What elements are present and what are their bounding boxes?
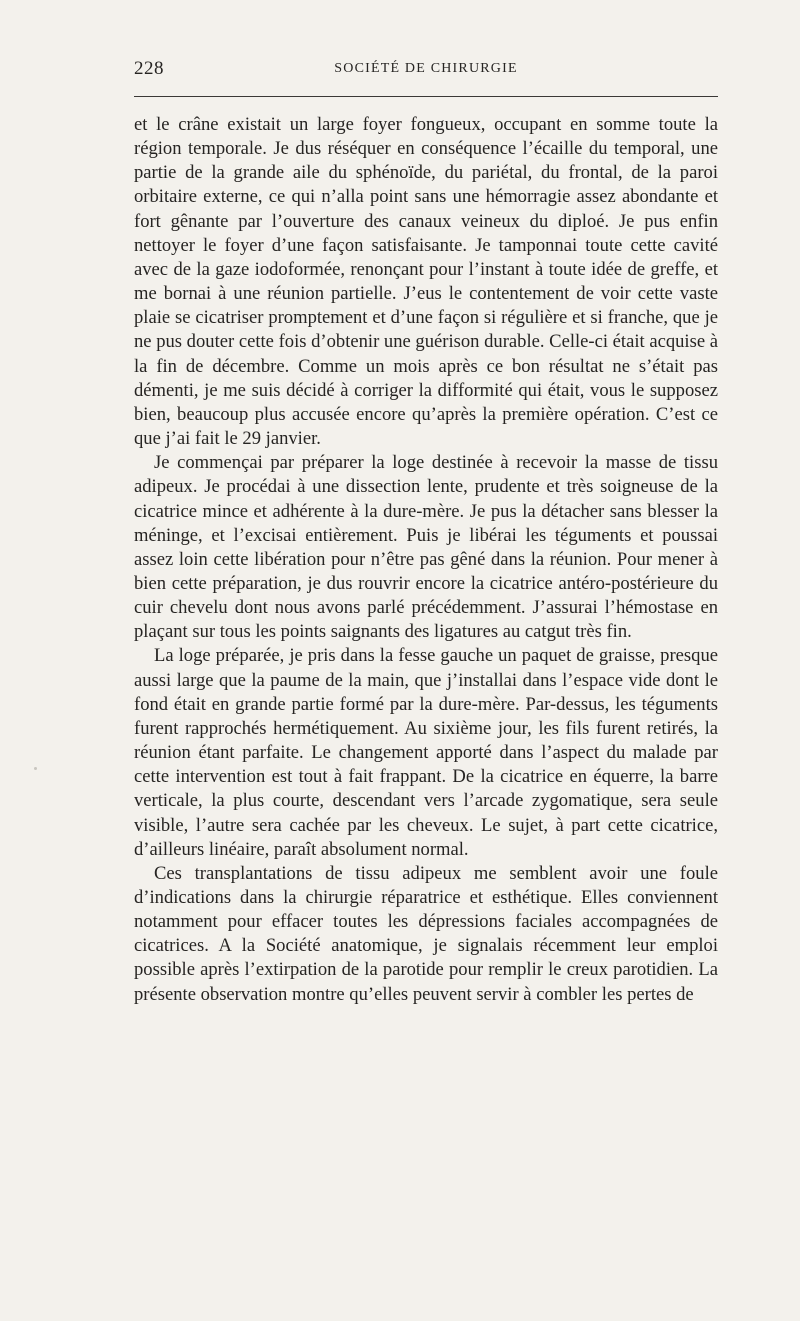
paper-speck	[34, 767, 37, 770]
page-number: 228	[134, 58, 164, 79]
paragraph-4: Ces transplantations de tissu adipeux me semblent avoir une foule d’indications dans la chirurgie réparatrice et esthétique. Elles conviennent notamment pour effacer toutes les dépressions faciales accompagnées de cicatrices. A la Société anatomique, je signalais récemment leur emploi possible après l’extirpation de la parotide pour remplir le creux parotidien. La présente observation montre qu’elles peuvent servir à combler les pertes de	[134, 862, 718, 1005]
header-rule	[134, 96, 718, 97]
paragraph-1: et le crâne existait un large foyer fongueux, occupant en somme toute la région temporale. Je dus réséquer en conséquence l’écaille du temporal, une partie de la grande aile du sphénoïde, du pariétal, du frontal, de la paroi orbitaire externe, ce qui n’alla point sans une hémorragie assez abondante et fort gênante par l’ouverture des canaux veineux du diploé. Je pus enfin nettoyer le foyer d’une façon satisfaisante. Je tamponnai toute cette cavité avec de la gaze iodoformée, renonçant pour l’instant à toute idée de greffe, et me bornai à une réunion partielle. J’eus le contentement de voir cette vaste plaie se cicatriser promptement et d’une façon si régulière et si franche, que je ne pus douter cette fois d’obtenir une guérison durable. Celle-ci était acquise à la fin de décembre. Comme un mois après ce bon résultat ne s’était pas démenti, je me suis décidé à corriger la difformité qui était, vous le supposez bien, beaucoup plus accusée encore qu’après la première opération. C’est ce que j’ai fait le 29 janvier.	[134, 114, 718, 450]
page-header	[134, 58, 718, 84]
paragraph-2: Je commençai par préparer la loge destinée à recevoir la masse de tissu adipeux. Je procédai à une dissection lente, prudente et très soigneuse de la cicatrice mince et adhérente à la dure-mère. Je pus la détacher sans blesser la méninge, et l’excisai entièrement. Puis je libérai les téguments et poussai assez loin cette libération pour n’être pas gêné dans la réunion. Pour mener à bien cette préparation, je dus rouvrir encore la cicatrice antéro-postérieure du cuir chevelu dont nous avons parlé précédemment. J’assurai l’hémostase en plaçant sur tous les points saignants des ligatures au catgut très fin.	[134, 452, 718, 643]
paragraph-3: La loge préparée, je pris dans la fesse gauche un paquet de graisse, presque aussi large que la paume de la main, que j’installai dans l’espace vide dont le fond était en grande partie formé par la dure-mère. Par-dessus, les téguments furent rapprochés hermétiquement. Au sixième jour, les fils furent retirés, la réunion étant parfaite. Le changement apporté dans l’aspect du malade par cette intervention est tout à fait frappant. De la cicatrice en équerre, la barre verticale, la plus courte, descendant vers l’arcade zygomatique, sera seule visible, l’autre sera cachée par les cheveux. Le sujet, à part cette cicatrice, d’ailleurs linéaire, paraît absolument normal.	[134, 645, 718, 860]
running-title: SOCIÉTÉ DE CHIRURGIE	[334, 61, 518, 76]
body-text	[134, 113, 718, 1007]
